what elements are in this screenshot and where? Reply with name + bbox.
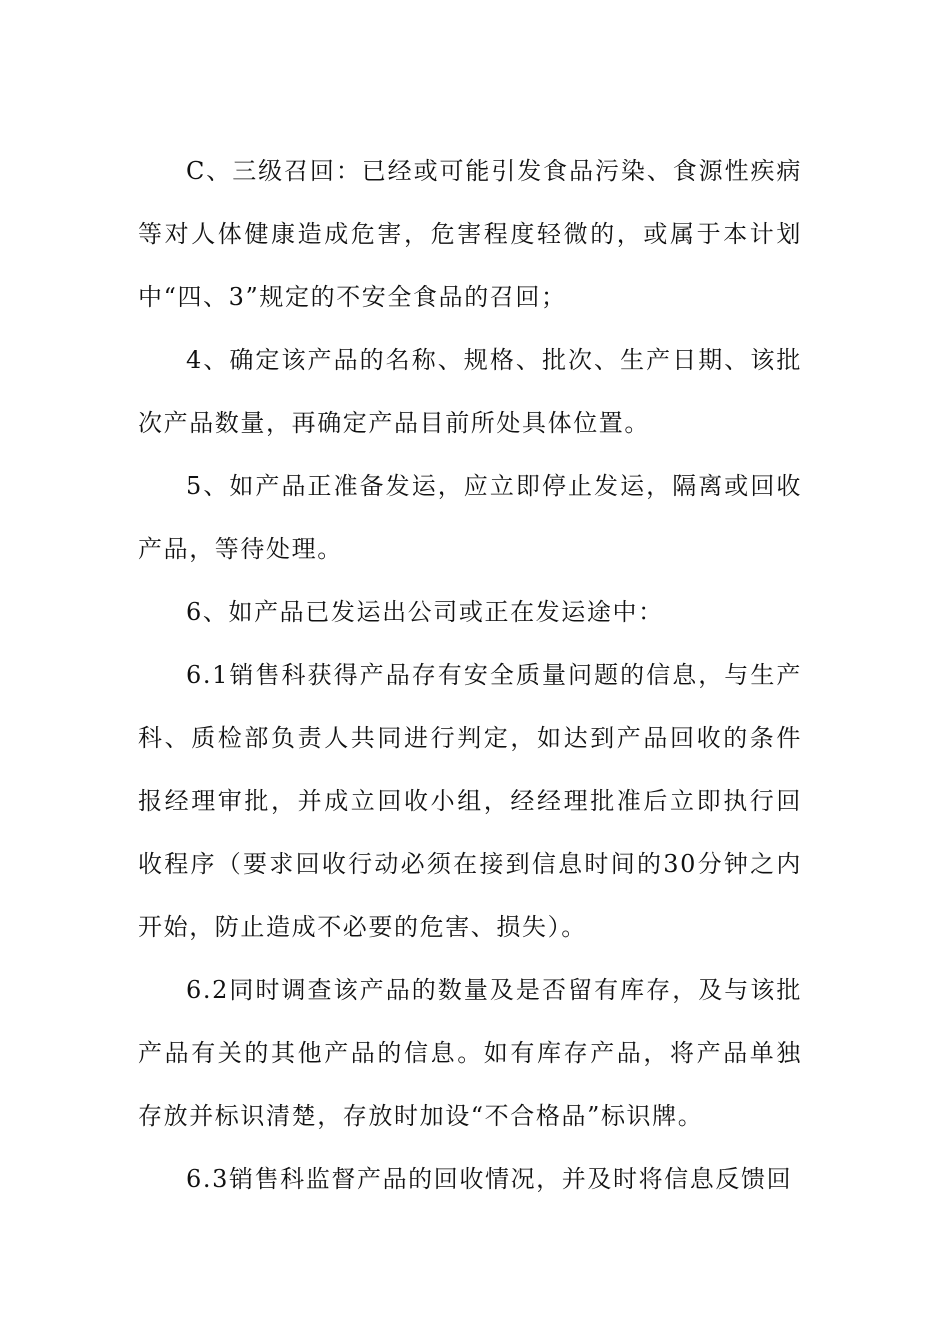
paragraph-item-6: 6、如产品已发运出公司或正在发运途中：	[186, 598, 664, 626]
paragraph-item-6-1: 6.1销售科获得产品存有安全质量问题的信息，与生产科、质检部负责人共同进行判定，如达到产品回收的条件报经理审批，并成立回收小组，经经理批准后立即执行回收程序（要求回收行动必须在接到信息时间的30分钟之内开始，防止造成不必要的危害、损失）。	[138, 661, 802, 941]
paragraph-item-6-3: 6.3销售科监督产品的回收情况，并及时将信息反馈回	[186, 1165, 793, 1193]
paragraph-item-4: 4、确定该产品的名称、规格、批次、生产日期、该批次产品数量，再确定产品目前所处具体位置。	[138, 346, 802, 437]
paragraph-item-6-2: 6.2同时调查该产品的数量及是否留有库存，及与该批产品有关的其他产品的信息。如有库存产品，将产品单独存放并标识清楚，存放时加设“不合格品”标识牌。	[138, 976, 802, 1130]
paragraph-item-5: 5、如产品正准备发运，应立即停止发运，隔离或回收产品，等待处理。	[138, 472, 802, 563]
document-body	[138, 140, 802, 1211]
paragraph-recall-level-3: C、三级召回：已经或可能引发食品污染、食源性疾病等对人体健康造成危害，危害程度轻微的，或属于本计划中“四、3”规定的不安全食品的召回；	[138, 157, 802, 311]
